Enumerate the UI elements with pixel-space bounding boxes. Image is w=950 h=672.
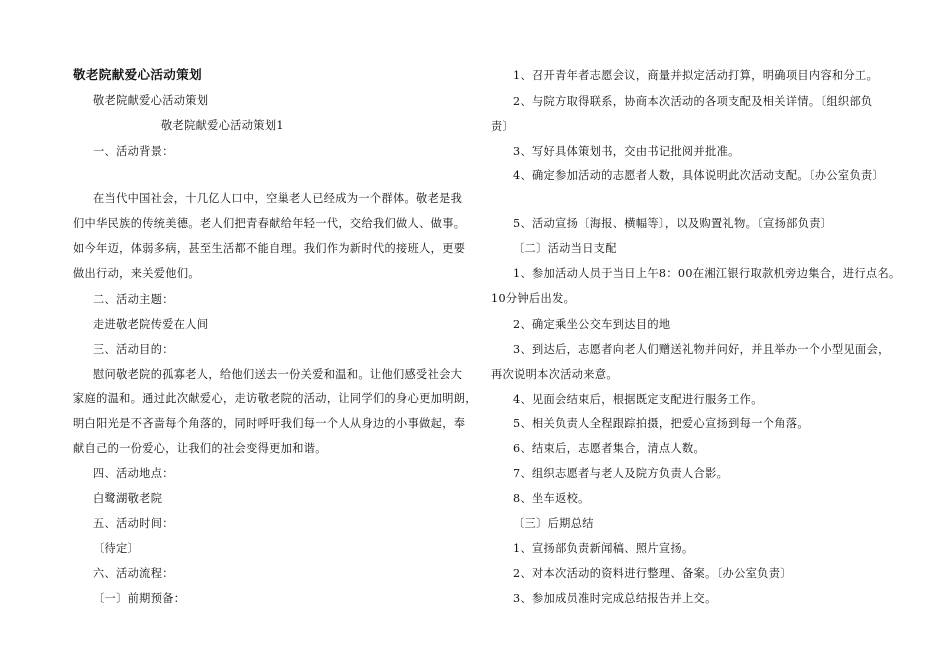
paragraph-line: 在当代中国社会，十几亿人口中，空巢老人已经成为一个群体。敬老是我 bbox=[93, 192, 463, 205]
heading-theme: 二、活动主题： bbox=[93, 293, 174, 306]
heading-process: 六、活动流程： bbox=[93, 567, 174, 580]
list-item: 2、确定乘坐公交车到达目的地 bbox=[513, 318, 671, 331]
list-item-continuation: 责〕 bbox=[491, 120, 515, 133]
subheading: 〔二〕活动当日支配 bbox=[513, 242, 617, 255]
list-item: 6、结束后，志愿者集合，清点人数。 bbox=[513, 442, 706, 455]
paragraph-line: 〔待定〕 bbox=[93, 542, 140, 555]
subheading: 〔一〕前期预备： bbox=[93, 592, 186, 605]
list-item: 1、参加活动人员于当日上午8：00在湘江银行取款机旁边集合，进行点名。 bbox=[513, 267, 901, 280]
subheading: 〔三〕后期总结 bbox=[513, 517, 594, 530]
list-item: 2、对本次活动的资料进行整理、备案。〔办公室负责〕 bbox=[513, 567, 792, 580]
list-item: 1、召开青年者志愿会议，商量并拟定活动打算，明确项目内容和分工。 bbox=[513, 69, 879, 82]
paragraph-line: 明白阳光是不吝啬每个角落的，同时呼吁我们每一个人从身边的小事做起，奉 bbox=[73, 417, 466, 430]
heading-location: 四、活动地点： bbox=[93, 467, 174, 480]
list-item: 5、相关负责人全程跟踪拍摄，把爱心宣扬到每一个角落。 bbox=[513, 417, 809, 430]
list-item: 3、参加成员准时完成总结报告并上交。 bbox=[513, 592, 717, 605]
list-item-continuation: 再次说明本次活动来意。 bbox=[491, 368, 618, 381]
paragraph-line: 献自己的一份爱心，让我们的社会变得更加和谐。 bbox=[73, 442, 327, 455]
list-item: 2、与院方取得联系，协商本次活动的各项支配及相关详情。〔组织部负 bbox=[513, 95, 873, 108]
document-title: 敬老院献爱心活动策划 bbox=[73, 67, 203, 82]
list-item: 8、坐车返校。 bbox=[513, 492, 590, 505]
heading-background: 一、活动背景： bbox=[93, 145, 174, 158]
paragraph-line: 白鹭湖敬老院 bbox=[93, 492, 163, 505]
paragraph-line: 如今年迈，体弱多病，甚至生活都不能自理。我们作为新时代的接班人，更要 bbox=[73, 242, 466, 255]
list-item: 5、活动宣扬〔海报、横幅等〕，以及购置礼物。〔宣扬部负责〕 bbox=[513, 217, 833, 230]
paragraph-line: 们中华民族的传统美德。老人们把青春献给年轻一代，交给我们做人、做事。 bbox=[73, 217, 466, 230]
paragraph-line: 做出行动，来关爱他们。 bbox=[73, 267, 200, 280]
paragraph-line: 家庭的温和。通过此次献爱心，走访敬老院的活动，让同学们的身心更加明朗， bbox=[73, 392, 477, 405]
paragraph-line: 慰问敬老院的孤寡老人，给他们送去一份关爱和温和。让他们感受社会大 bbox=[93, 368, 463, 381]
heading-time: 五、活动时间： bbox=[93, 517, 174, 530]
list-item: 3、写好具体策划书，交由书记批阅并批准。 bbox=[513, 145, 740, 158]
section-title: 敬老院献爱心活动策划1 bbox=[161, 119, 284, 132]
list-item: 3、到达后，志愿者向老人们赠送礼物并问好，并且举办一个小型见面会， bbox=[513, 343, 890, 356]
list-item: 4、确定参加活动的志愿者人数，具体说明此次活动支配。〔办公室负责〕 bbox=[513, 169, 885, 182]
heading-purpose: 三、活动目的： bbox=[93, 343, 174, 356]
subtitle: 敬老院献爱心活动策划 bbox=[93, 94, 209, 107]
list-item: 1、宣扬部负责新闻稿、照片宣扬。 bbox=[513, 542, 694, 555]
list-item: 7、组织志愿者与老人及院方负责人合影。 bbox=[513, 467, 729, 480]
paragraph-line: 走进敬老院传爱在人间 bbox=[93, 318, 209, 331]
list-item: 4、见面会结束后，根据既定支配进行服务工作。 bbox=[513, 393, 763, 406]
list-item-continuation: 10分钟后出发。 bbox=[491, 292, 576, 305]
